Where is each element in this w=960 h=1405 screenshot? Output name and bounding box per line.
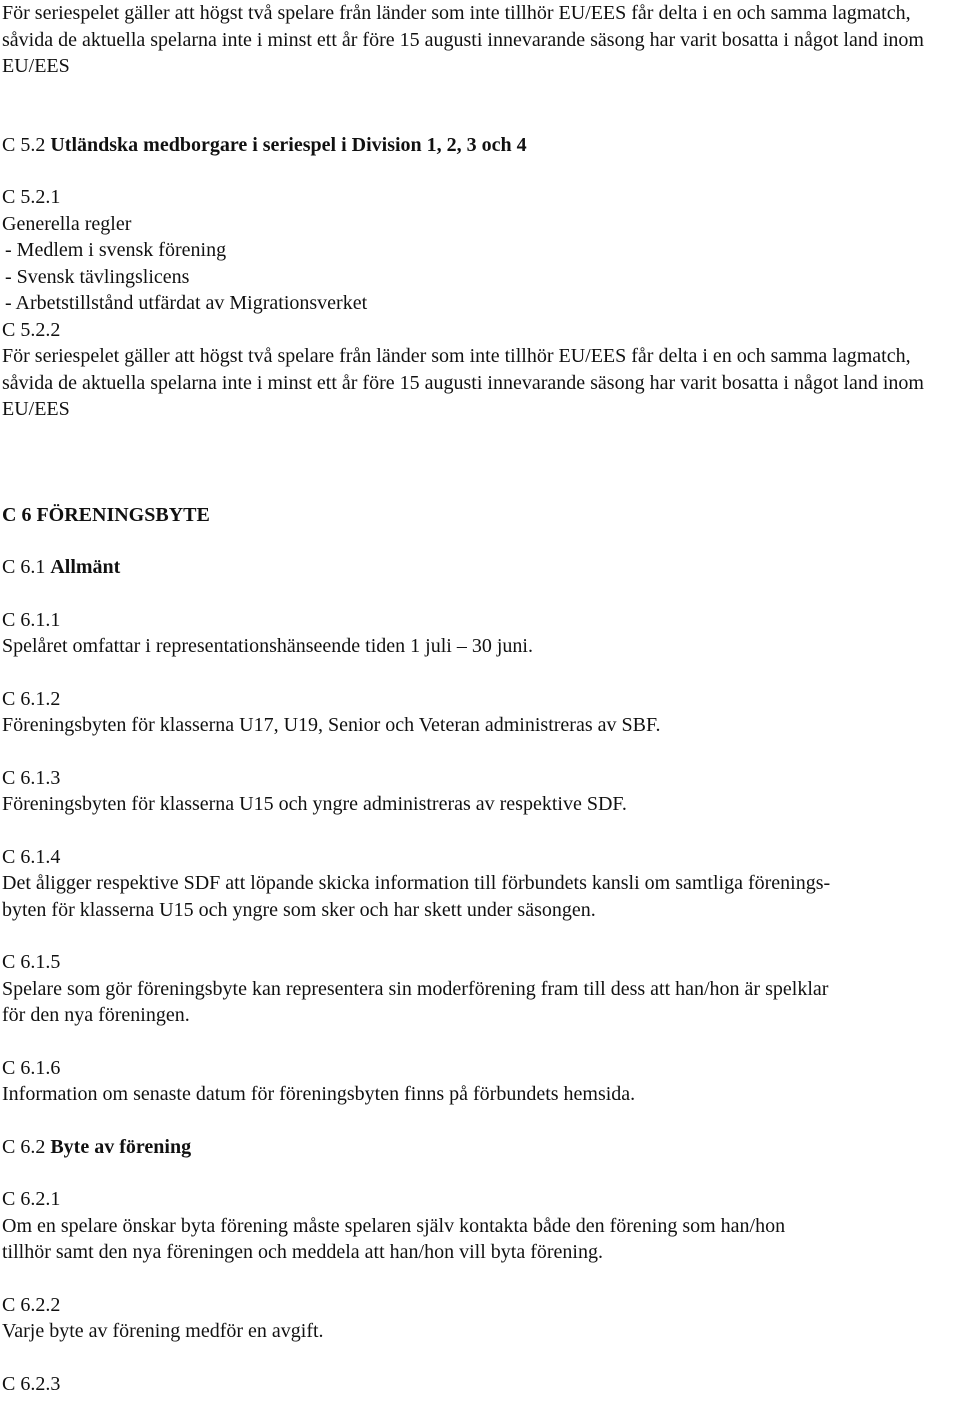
paragraph-c614-line2: byten för klasserna U15 och yngre som sker och har skett under säsongen. — [2, 898, 596, 921]
section-number-c522: C 5.2.2 — [2, 318, 61, 341]
paragraph-c622: Varje byte av förening medför en avgift. — [2, 1320, 324, 1342]
section-number: C 6.2 — [2, 1135, 51, 1158]
spacer — [2, 660, 952, 686]
paragraph-c611: Spelåret omfattar i representationshänseende tiden 1 juli – 30 juni. — [2, 635, 533, 657]
section-title: Byte av förening — [50, 1135, 192, 1158]
section-number-c521: C 5.2.1 — [2, 186, 61, 208]
spacer — [2, 106, 952, 132]
spacer — [2, 1160, 952, 1186]
spacer — [2, 739, 952, 765]
section-heading-c61 — [2, 554, 952, 581]
spacer — [2, 581, 952, 607]
list-item: - Medlem i svensk förening — [5, 239, 227, 261]
paragraph-c616: Information om senaste datum för föreningsbyten finns på förbundets hemsida. — [2, 1083, 636, 1105]
section-number-c611: C 6.1.1 — [2, 608, 61, 631]
section-number-c612: C 6.1.2 — [2, 687, 61, 710]
paragraph-c612: Föreningsbyten för klasserna U17, U19, Senior och Veteran administreras av SBF. — [2, 714, 661, 736]
section-number-c613: C 6.1.3 — [2, 766, 61, 789]
section-number-c623: C 6.2.3 — [2, 1372, 61, 1395]
section-heading-c52 — [2, 132, 952, 159]
spacer — [2, 158, 952, 184]
spacer — [2, 1345, 952, 1371]
section-number-c622: C 6.2.2 — [2, 1293, 61, 1316]
spacer — [2, 80, 952, 106]
subheading-generella-regler: Generella regler — [2, 212, 132, 235]
section-number-c616: C 6.1.6 — [2, 1056, 61, 1079]
section-number-c615: C 6.1.5 — [2, 951, 61, 973]
spacer — [2, 528, 952, 554]
spacer — [2, 1266, 952, 1292]
spacer — [2, 818, 952, 844]
paragraph-c621-line2: tillhör samt den nya föreningen och meddela att han/hon vill byta förening. — [2, 1241, 603, 1263]
section-number-c614: C 6.1.4 — [2, 845, 61, 868]
spacer — [2, 1108, 952, 1134]
spacer — [2, 423, 952, 502]
paragraph-c615-line1: Spelare som gör föreningsbyte kan representera sin moderförening fram till dess att han/hon är spelklar — [2, 977, 829, 1000]
section-number: C 6.1 — [2, 556, 51, 578]
section-number: C 5.2 — [2, 133, 51, 156]
list-item: - Arbetstillstånd utfärdat av Migrationsverket — [5, 292, 368, 314]
intro-paragraph: För seriespelet gäller att högst två spelare från länder som inte tillhör EU/EES får delta i en och samma lagmatch, såvida de aktuella spelarna inte i minst ett år före 15 augusti innevarande säsong har varit bosatta i något land inom EU/EES — [2, 2, 924, 77]
paragraph-c621-line1: Om en spelare önskar byta förening måste spelaren själv kontakta både den förening som han/hon — [2, 1214, 786, 1237]
paragraph-c613: Föreningsbyten för klasserna U15 och yngre administreras av respektive SDF. — [2, 793, 627, 815]
paragraph-c522: För seriespelet gäller att högst två spelare från länder som inte tillhör EU/EES får delta i en och samma lagmatch, såvida de aktuella spelarna inte i minst ett år före 15 augusti innevarande säsong har varit bosatta i något land inom EU/EES — [2, 345, 924, 420]
spacer — [2, 1029, 952, 1055]
chapter-heading-c6: C 6 FÖRENINGSBYTE — [2, 503, 210, 526]
spacer — [2, 923, 952, 949]
section-title: Allmänt — [50, 556, 121, 578]
section-number-c621: C 6.2.1 — [2, 1188, 61, 1210]
list-item: - Svensk tävlingslicens — [5, 265, 190, 288]
paragraph-c615-line2: för den nya föreningen. — [2, 1004, 190, 1026]
section-title: Utländska medborgare i seriespel i Division 1, 2, 3 och 4 — [50, 133, 527, 156]
paragraph-c614-line1: Det åligger respektive SDF att löpande skicka information till förbundets kansli om samtliga förenings- — [2, 872, 831, 894]
section-heading-c62 — [2, 1134, 952, 1161]
